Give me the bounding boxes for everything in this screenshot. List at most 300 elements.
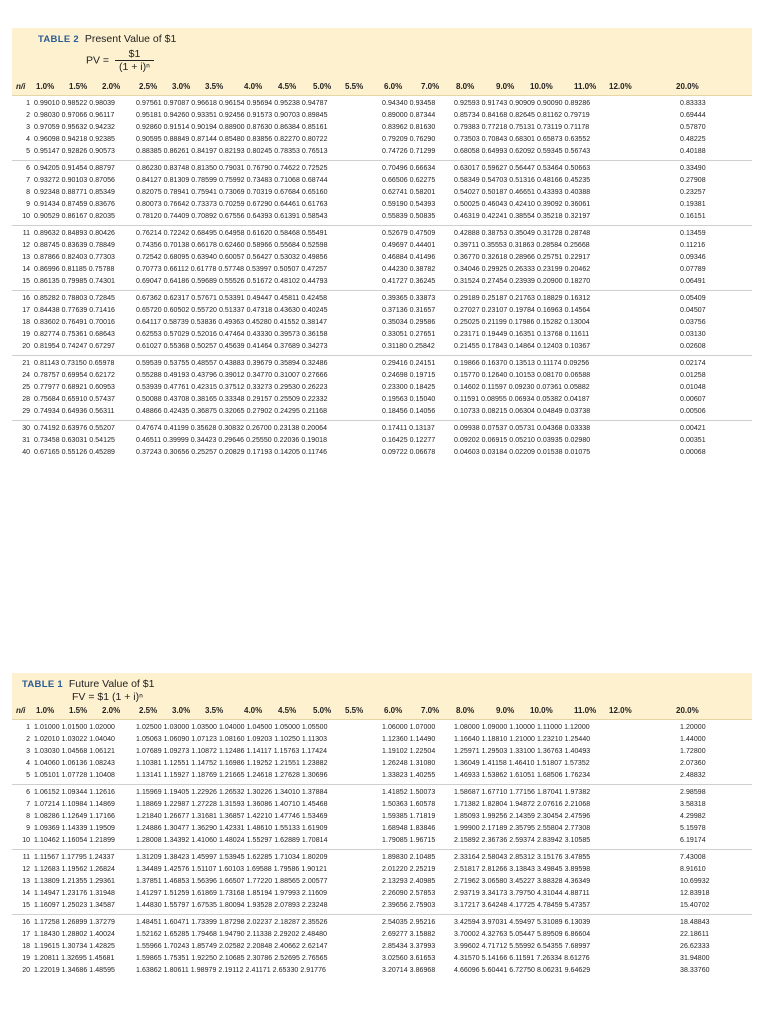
period-cell: 18 — [22, 943, 30, 950]
column-header: 11.0% — [574, 82, 597, 91]
value-cells: 2.51817 2.81266 3.13843 3.49845 3.89598 — [454, 866, 591, 873]
value-cells: 2.01220 2.25219 — [382, 866, 436, 873]
value-cells: 1.72800 — [680, 748, 706, 755]
value-cells: 0.80073 0.76642 0.73373 0.70259 0.67290 0.64461 0.61763 — [136, 201, 328, 208]
value-cells: 1.59865 1.75351 1.92250 2.10685 2.30786 2.52695 2.76565 — [136, 955, 328, 962]
value-cells: 0.09722 0.06678 — [382, 449, 436, 456]
period-cell: 31 — [22, 437, 30, 444]
value-cells: 1.07214 1.10984 1.14869 — [34, 801, 115, 808]
value-cells: 0.89000 0.87344 — [382, 112, 436, 119]
table-row — [12, 799, 752, 811]
value-cells: 0.55839 0.50835 — [382, 213, 436, 220]
value-cells: 22.18611 — [680, 931, 710, 938]
value-cells: 0.07789 — [680, 266, 706, 273]
value-cells: 0.39365 0.33873 — [382, 295, 436, 302]
value-cells: 0.85282 0.78803 0.72845 — [34, 295, 115, 302]
value-cells: 1.02010 1.03022 1.04040 — [34, 736, 115, 743]
period-cell: 2 — [26, 112, 30, 119]
column-header: 1.5% — [69, 82, 88, 91]
value-cells: 0.76214 0.72242 0.68495 0.64958 0.61620 0.58468 0.55491 — [136, 230, 328, 237]
column-header: 6.0% — [384, 706, 403, 715]
value-cells: 0.31524 0.27454 0.23939 0.20900 0.18270 — [454, 278, 591, 285]
row-group — [12, 785, 752, 850]
column-header: n/i — [16, 82, 26, 91]
value-cells: 1.71382 1.82804 1.94872 2.07616 2.21068 — [454, 801, 591, 808]
period-cell: 17 — [22, 307, 30, 314]
value-cells: 2.48832 — [680, 772, 706, 779]
column-header: 11.0% — [574, 706, 597, 715]
table-row — [12, 394, 752, 406]
value-cells: 0.86135 0.79985 0.74301 — [34, 278, 115, 285]
period-cell: 6 — [26, 789, 30, 796]
period-cell: 4 — [26, 136, 30, 143]
table-row — [12, 965, 752, 977]
value-cells: 1.06000 1.07000 — [382, 724, 436, 731]
value-cells: 0.93272 0.90103 0.87056 — [34, 177, 115, 184]
table-row — [12, 98, 752, 110]
value-cells: 0.86230 0.83748 0.81350 0.79031 0.76790 0.74622 0.72525 — [136, 165, 328, 172]
period-cell: 19 — [22, 955, 30, 962]
value-cells: 0.61027 0.55368 0.50257 0.45639 0.41464 0.37689 0.34273 — [136, 343, 328, 350]
value-cells: 31.94800 — [680, 955, 710, 962]
table-row — [12, 382, 752, 394]
table-row — [12, 264, 752, 276]
value-cells: 1.59385 1.71819 — [382, 813, 436, 820]
value-cells: 0.01258 — [680, 372, 706, 379]
row-group — [12, 161, 752, 226]
value-cells: 1.44830 1.55797 1.67535 1.80094 1.93528 2.07893 2.23248 — [136, 902, 328, 909]
value-cells: 0.95181 0.94260 0.93351 0.92456 0.91573 0.90703 0.89845 — [136, 112, 328, 119]
value-cells: 1.85093 1.99256 2.14359 2.30454 2.47596 — [454, 813, 591, 820]
value-cells: 0.87866 0.82403 0.77303 — [34, 254, 115, 261]
present-value-table-header — [12, 28, 752, 96]
column-header: 1.0% — [36, 706, 55, 715]
period-cell: 21 — [22, 360, 30, 367]
column-header: 6.0% — [384, 82, 403, 91]
period-cell: 29 — [22, 408, 30, 415]
value-cells: 1.20000 — [680, 724, 706, 731]
value-cells: 0.02608 — [680, 343, 706, 350]
table-row — [12, 358, 752, 370]
value-cells: 1.02500 1.03000 1.03500 1.04000 1.04500 1.05000 1.05500 — [136, 724, 328, 731]
value-cells: 0.82075 0.78941 0.75941 0.73069 0.70319 0.67684 0.65160 — [136, 189, 328, 196]
value-cells: 0.27908 — [680, 177, 706, 184]
period-cell: 7 — [26, 177, 30, 184]
value-cells: 0.04603 0.03184 0.02209 0.01538 0.01075 — [454, 449, 591, 456]
value-cells: 0.78757 0.69954 0.62172 — [34, 372, 115, 379]
value-cells: 3.70002 4.32763 5.05447 5.89509 6.86604 — [454, 931, 591, 938]
value-cells: 1.01000 1.01500 1.02000 — [34, 724, 115, 731]
table-row — [12, 823, 752, 835]
value-cells: 0.69047 0.64186 0.59689 0.55526 0.51672 0.48102 0.44793 — [136, 278, 328, 285]
value-cells: 0.79383 0.77218 0.75131 0.73119 0.71178 — [454, 124, 590, 131]
value-cells: 2.26090 2.57853 — [382, 890, 436, 897]
column-headers — [12, 82, 752, 93]
value-cells: 0.00068 — [680, 449, 706, 456]
table-row — [12, 175, 752, 187]
table-row — [12, 134, 752, 146]
value-cells: 0.92593 0.91743 0.90909 0.90090 0.89286 — [454, 100, 591, 107]
column-header: 12.0% — [609, 82, 632, 91]
period-cell: 18 — [22, 319, 30, 326]
value-cells: 0.09938 0.07537 0.05731 0.04368 0.03338 — [454, 425, 591, 432]
value-cells: 0.72542 0.68095 0.63940 0.60057 0.56427 0.53032 0.49856 — [136, 254, 328, 261]
value-cells: 0.23171 0.19449 0.16351 0.13768 0.11611 — [454, 331, 590, 338]
value-cells: 0.95147 0.92826 0.90573 — [34, 148, 115, 155]
period-cell: 8 — [26, 813, 30, 820]
period-cell: 6 — [26, 165, 30, 172]
table-row — [12, 722, 752, 734]
value-cells: 0.57870 — [680, 124, 706, 131]
value-cells: 0.97059 0.95632 0.94232 — [34, 124, 115, 131]
value-cells: 0.35034 0.29586 — [382, 319, 436, 326]
table-row — [12, 122, 752, 134]
value-cells: 0.92348 0.88771 0.85349 — [34, 189, 115, 196]
column-header: 8.0% — [456, 82, 475, 91]
value-cells: 0.25025 0.21199 0.17986 0.15282 0.13004 — [454, 319, 590, 326]
value-cells: 1.41297 1.51259 1.61869 1.73168 1.85194 1.97993 2.11609 — [136, 890, 328, 897]
value-cells: 1.68948 1.83846 — [382, 825, 436, 832]
row-group — [12, 356, 752, 421]
table-row — [12, 110, 752, 122]
value-cells: 1.03030 1.04568 1.06121 — [34, 748, 115, 755]
column-header: 5.0% — [313, 706, 332, 715]
period-cell: 4 — [26, 760, 30, 767]
column-header: 4.5% — [278, 706, 297, 715]
value-cells: 0.62553 0.57029 0.52016 0.47464 0.43330 0.39573 0.36158 — [136, 331, 328, 338]
value-cells: 0.06491 — [680, 278, 706, 285]
value-cells: 12.83918 — [680, 890, 710, 897]
value-cells: 4.66096 5.60441 6.72750 8.06231 9.64629 — [454, 967, 591, 974]
column-header: 7.0% — [421, 706, 440, 715]
value-cells: 1.07689 1.09273 1.10872 1.12486 1.14117 1.15763 1.17424 — [136, 748, 328, 755]
value-cells: 0.59190 0.54393 — [382, 201, 436, 208]
present-value-table — [12, 28, 752, 461]
table-body — [12, 720, 752, 979]
value-cells: 1.79085 1.96715 — [382, 837, 436, 844]
value-cells: 0.74934 0.64936 0.56311 — [34, 408, 115, 415]
value-cells: 0.53939 0.47761 0.42315 0.37512 0.33273 0.29530 0.26223 — [136, 384, 328, 391]
value-cells: 1.41852 1.50073 — [382, 789, 436, 796]
value-cells: 0.73458 0.63031 0.54125 — [34, 437, 115, 444]
value-cells: 0.63017 0.59627 0.56447 0.53464 0.50663 — [454, 165, 591, 172]
value-cells: 1.08286 1.12649 1.17166 — [34, 813, 115, 820]
table-row — [12, 447, 752, 459]
column-header: 2.0% — [102, 82, 121, 91]
value-cells: 1.09369 1.14339 1.19509 — [34, 825, 115, 832]
value-cells: 0.81143 0.73150 0.65978 — [34, 360, 115, 367]
value-cells: 0.48866 0.42435 0.36875 0.32065 0.27902 0.24295 0.21168 — [136, 408, 328, 415]
value-cells: 0.67362 0.62317 0.57671 0.53391 0.49447 0.45811 0.42458 — [136, 295, 328, 302]
value-cells: 1.11567 1.17795 1.24337 — [34, 854, 115, 861]
table-row — [12, 734, 752, 746]
future-value-table — [12, 673, 752, 979]
value-cells: 2.15892 2.36736 2.59374 2.83942 3.10585 — [454, 837, 591, 844]
value-cells: 1.46933 1.53862 1.61051 1.68506 1.76234 — [454, 772, 591, 779]
row-group — [12, 96, 752, 161]
value-cells: 3.02560 3.61653 — [382, 955, 436, 962]
value-cells: 0.13459 — [680, 230, 706, 237]
period-cell: 9 — [26, 201, 30, 208]
period-cell: 10 — [22, 837, 30, 844]
period-cell: 2 — [26, 736, 30, 743]
column-header: 4.0% — [244, 706, 263, 715]
row-group — [12, 226, 752, 291]
column-header: 20.0% — [676, 706, 699, 715]
value-cells: 0.58349 0.54703 0.51316 0.48166 0.45235 — [454, 177, 591, 184]
value-cells: 0.49697 0.44401 — [382, 242, 436, 249]
period-cell: 10 — [22, 213, 30, 220]
column-header: 5.5% — [345, 82, 364, 91]
fv-formula: FV = $1 (1 + i)ⁿ — [72, 691, 143, 703]
value-cells: 0.48225 — [680, 136, 706, 143]
value-cells: 0.82774 0.75361 0.68643 — [34, 331, 115, 338]
value-cells: 1.89830 2.10485 — [382, 854, 436, 861]
period-cell: 19 — [22, 331, 30, 338]
value-cells: 0.69444 — [680, 112, 706, 119]
value-cells: 0.54027 0.50187 0.46651 0.43393 0.40388 — [454, 189, 591, 196]
period-cell: 20 — [22, 967, 30, 974]
table-caption — [22, 678, 744, 691]
period-cell: 28 — [22, 396, 30, 403]
formula-fraction — [115, 48, 154, 73]
value-cells: 3.20714 3.86968 — [382, 967, 436, 974]
pv-formula — [86, 48, 744, 73]
value-cells: 0.68058 0.64993 0.62092 0.59345 0.56743 — [454, 148, 591, 155]
value-cells: 1.10381 1.12551 1.14752 1.16986 1.19252 1.21551 1.23882 — [136, 760, 328, 767]
value-cells: 1.28008 1.34392 1.41060 1.48024 1.55297 1.62889 1.70814 — [136, 837, 328, 844]
value-cells: 1.18430 1.28802 1.40024 — [34, 931, 115, 938]
value-cells: 4.31570 5.14166 6.11591 7.26334 8.61276 — [454, 955, 590, 962]
value-cells: 2.98598 — [680, 789, 706, 796]
table-row — [12, 199, 752, 211]
value-cells: 1.06152 1.09344 1.12616 — [34, 789, 115, 796]
value-cells: 1.12360 1.14490 — [382, 736, 436, 743]
value-cells: 10.69932 — [680, 878, 710, 885]
value-cells: 3.17217 3.64248 4.17725 4.78459 5.47357 — [454, 902, 591, 909]
table-row — [12, 746, 752, 758]
column-header: 2.0% — [102, 706, 121, 715]
value-cells: 1.04060 1.06136 1.08243 — [34, 760, 115, 767]
value-cells: 0.19563 0.15040 — [382, 396, 436, 403]
value-cells: 0.89632 0.84893 0.80426 — [34, 230, 115, 237]
value-cells: 0.44230 0.38782 — [382, 266, 436, 273]
column-header: 2.5% — [139, 706, 158, 715]
column-header: 10.0% — [530, 706, 553, 715]
table-row — [12, 163, 752, 175]
value-cells: 1.34489 1.42576 1.51107 1.60103 1.69588 1.79586 1.90121 — [136, 866, 328, 873]
value-cells: 1.26248 1.31080 — [382, 760, 436, 767]
value-cells: 0.03756 — [680, 319, 706, 326]
value-cells: 0.70773 0.66112 0.61778 0.57748 0.53997 0.50507 0.47257 — [136, 266, 328, 273]
value-cells: 0.27027 0.23107 0.19784 0.16963 0.14564 — [454, 307, 591, 314]
column-header: 9.0% — [496, 706, 515, 715]
value-cells: 0.99010 0.98522 0.98039 — [34, 100, 115, 107]
table-label: TABLE 2 — [38, 34, 79, 45]
period-cell: 5 — [26, 772, 30, 779]
column-header: 4.0% — [244, 82, 263, 91]
value-cells: 1.99900 2.17189 2.35795 2.55804 2.77308 — [454, 825, 591, 832]
value-cells: 1.33823 1.40255 — [382, 772, 436, 779]
value-cells: 0.52679 0.47509 — [382, 230, 436, 237]
period-cell: 14 — [22, 890, 30, 897]
value-cells: 1.20811 1.32695 1.45681 — [34, 955, 115, 962]
period-cell: 3 — [26, 124, 30, 131]
period-cell: 24 — [22, 372, 30, 379]
value-cells: 0.33490 — [680, 165, 706, 172]
column-header: 3.5% — [205, 706, 224, 715]
value-cells: 0.74726 0.71299 — [382, 148, 436, 155]
value-cells: 6.19174 — [680, 837, 706, 844]
value-cells: 0.31180 0.25842 — [382, 343, 435, 350]
value-cells: 0.50025 0.46043 0.42410 0.39092 0.36061 — [454, 201, 591, 208]
row-group — [12, 421, 752, 461]
value-cells: 1.13809 1.21355 1.29361 — [34, 878, 115, 885]
value-cells: 0.34046 0.29925 0.26333 0.23199 0.20462 — [454, 266, 591, 273]
table-row — [12, 187, 752, 199]
column-header: n/i — [16, 706, 26, 715]
value-cells: 0.18456 0.14056 — [382, 408, 436, 415]
value-cells: 0.65720 0.60502 0.55720 0.51337 0.47318 0.43630 0.40245 — [136, 307, 328, 314]
table-row — [12, 293, 752, 305]
value-cells: 0.74192 0.63976 0.55207 — [34, 425, 115, 432]
period-cell: 17 — [22, 931, 30, 938]
value-cells: 0.00421 — [680, 425, 706, 432]
value-cells: 0.74356 0.70138 0.66178 0.62460 0.58966 0.55684 0.52598 — [136, 242, 328, 249]
value-cells: 0.41727 0.36245 — [382, 278, 436, 285]
column-headers — [12, 706, 752, 717]
value-cells: 1.31209 1.38423 1.45997 1.53945 1.62285 1.71034 1.80209 — [136, 854, 328, 861]
value-cells: 0.59539 0.53755 0.48557 0.43883 0.39679 0.35894 0.32486 — [136, 360, 328, 367]
value-cells: 2.93719 3.34173 3.79750 4.31044 4.88711 — [454, 890, 590, 897]
table-caption — [38, 33, 744, 46]
value-cells: 0.33051 0.27651 — [382, 331, 436, 338]
period-cell: 13 — [22, 878, 30, 885]
value-cells: 0.46319 0.42241 0.38554 0.35218 0.32197 — [454, 213, 591, 220]
value-cells: 0.70496 0.66634 — [382, 165, 436, 172]
column-header: 1.0% — [36, 82, 55, 91]
value-cells: 2.54035 2.95216 — [382, 919, 436, 926]
value-cells: 2.39656 2.75903 — [382, 902, 436, 909]
value-cells: 1.24886 1.30477 1.36290 1.42331 1.48610 1.55133 1.61909 — [136, 825, 328, 832]
value-cells: 1.50363 1.60578 — [382, 801, 436, 808]
table-row — [12, 787, 752, 799]
value-cells: 0.40188 — [680, 148, 706, 155]
value-cells: 1.55966 1.70243 1.85749 2.02582 2.20848 2.40662 2.62147 — [136, 943, 328, 950]
column-header: 10.0% — [530, 82, 553, 91]
value-cells: 0.91434 0.87459 0.83676 — [34, 201, 115, 208]
value-cells: 1.05063 1.06090 1.07123 1.08160 1.09203 1.10250 1.11303 — [136, 736, 328, 743]
table-row — [12, 423, 752, 435]
period-cell: 11 — [22, 230, 30, 237]
value-cells: 1.16097 1.25023 1.34587 — [34, 902, 115, 909]
table-row — [12, 900, 752, 912]
formula-lhs: PV = — [86, 54, 110, 67]
value-cells: 0.03130 — [680, 331, 706, 338]
value-cells: 0.00506 — [680, 408, 706, 415]
period-cell: 11 — [22, 854, 30, 861]
value-cells: 0.21455 0.17843 0.14864 0.12403 0.10367 — [454, 343, 591, 350]
table-row — [12, 864, 752, 876]
period-cell: 9 — [26, 825, 30, 832]
table-title: Present Value of $1 — [84, 33, 177, 45]
table-row — [12, 835, 752, 847]
value-cells: 0.78120 0.74409 0.70892 0.67556 0.64393 0.61391 0.58543 — [136, 213, 328, 220]
value-cells: 0.19866 0.16370 0.13513 0.11174 0.09256 — [454, 360, 590, 367]
value-cells: 1.10462 1.16054 1.21899 — [34, 837, 115, 844]
column-header: 5.0% — [313, 82, 332, 91]
value-cells: 0.86996 0.81185 0.75788 — [34, 266, 115, 273]
row-group — [12, 915, 752, 979]
value-cells: 1.14947 1.23176 1.31948 — [34, 890, 115, 897]
value-cells: 1.37851 1.46853 1.56396 1.66507 1.77220 1.88565 2.00577 — [136, 878, 328, 885]
column-header: 3.5% — [205, 82, 224, 91]
value-cells: 1.19615 1.30734 1.42825 — [34, 943, 115, 950]
value-cells: 0.96098 0.94218 0.92385 — [34, 136, 115, 143]
value-cells: 0.02174 — [680, 360, 706, 367]
value-cells: 1.22019 1.34686 1.48595 — [34, 967, 115, 974]
value-cells: 0.11591 0.08955 0.06934 0.05382 0.04187 — [454, 396, 590, 403]
table-row — [12, 276, 752, 288]
value-cells: 0.90529 0.86167 0.82035 — [34, 213, 115, 220]
table-row — [12, 888, 752, 900]
table-row — [12, 435, 752, 447]
value-cells: 0.83333 — [680, 100, 706, 107]
value-cells: 0.92860 0.91514 0.90194 0.88900 0.87630 0.86384 0.85161 — [136, 124, 328, 131]
value-cells: 0.37243 0.30656 0.25257 0.20829 0.17193 0.14205 0.11746 — [136, 449, 328, 456]
value-cells: 0.37136 0.31657 — [382, 307, 436, 314]
column-header: 8.0% — [456, 706, 475, 715]
column-header: 12.0% — [609, 706, 632, 715]
value-cells: 15.40702 — [680, 902, 710, 909]
row-group — [12, 720, 752, 785]
value-cells: 0.94205 0.91454 0.88797 — [34, 165, 115, 172]
value-cells: 0.42888 0.38753 0.35049 0.31728 0.28748 — [454, 230, 591, 237]
value-cells: 0.23257 — [680, 189, 706, 196]
value-cells: 38.33760 — [680, 967, 710, 974]
value-cells: 5.15978 — [680, 825, 706, 832]
value-cells: 7.43008 — [680, 854, 706, 861]
period-cell: 7 — [26, 801, 30, 808]
value-cells: 0.46511 0.39999 0.34423 0.29646 0.25550 0.22036 0.19018 — [136, 437, 328, 444]
value-cells: 4.29982 — [680, 813, 706, 820]
value-cells: 0.09346 — [680, 254, 706, 261]
table-row — [12, 146, 752, 158]
row-group — [12, 850, 752, 915]
value-cells: 1.18869 1.22987 1.27228 1.31593 1.36086 1.40710 1.45468 — [136, 801, 328, 808]
value-cells: 26.62333 — [680, 943, 710, 950]
column-header: 9.0% — [496, 82, 515, 91]
table-title: Future Value of $1 — [68, 678, 155, 690]
value-cells: 3.42594 3.97031 4.59497 5.31089 6.13039 — [454, 919, 591, 926]
value-cells: 8.91610 — [680, 866, 706, 873]
value-cells: 1.16640 1.18810 1.21000 1.23210 1.25440 — [454, 736, 591, 743]
value-cells: 0.24698 0.19715 — [382, 372, 436, 379]
column-header: 3.0% — [172, 82, 191, 91]
table-row — [12, 252, 752, 264]
value-cells: 0.46884 0.41496 — [382, 254, 436, 261]
value-cells: 3.58318 — [680, 801, 706, 808]
period-cell: 16 — [22, 919, 30, 926]
value-cells: 0.15770 0.12640 0.10153 0.08170 0.06588 — [454, 372, 591, 379]
value-cells: 0.36770 0.32618 0.28966 0.25751 0.22917 — [454, 254, 591, 261]
period-cell: 20 — [22, 343, 30, 350]
value-cells: 0.17411 0.13137 — [382, 425, 435, 432]
period-cell: 12 — [22, 866, 30, 873]
value-cells: 0.04507 — [680, 307, 706, 314]
value-cells: 0.98030 0.97066 0.96117 — [34, 112, 115, 119]
period-cell: 15 — [22, 902, 30, 909]
